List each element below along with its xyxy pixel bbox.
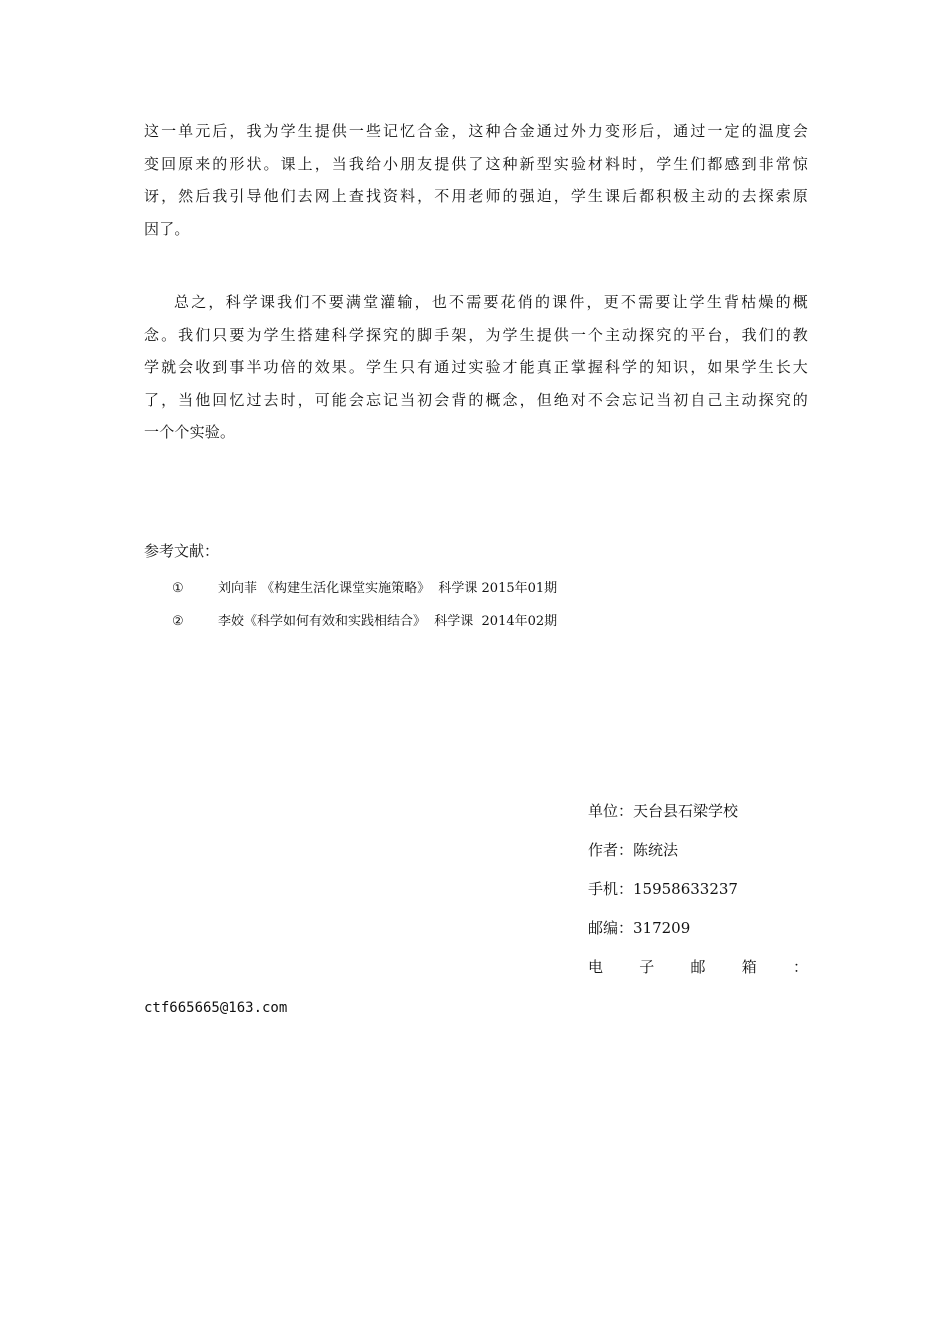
references-heading: 参考文献：	[144, 542, 220, 560]
paragraph-line: 总之，科学课我们不要满堂灌输，也不需要花俏的课件，更不需要让学生背枯燥的概	[174, 293, 808, 311]
paragraph-line: 变回原来的形状。课上，当我给小朋友提供了这种新型实验材料时，学生们都感到非常惊	[144, 154, 808, 173]
reference-item	[172, 577, 557, 596]
reference-marker: ①	[172, 581, 184, 596]
paragraph-line: 这一单元后，我为学生提供一些记忆合金，这种合金通过外力变形后，通过一定的温度会	[144, 122, 808, 140]
paragraph-line: 讶，然后我引导他们去网上查找资料，不用老师的强迫，学生课后都积极主动的去探索原	[144, 187, 808, 205]
reference-text: 刘向菲 《构建生活化课堂实施策略》 科学课 2015年01期	[218, 581, 558, 596]
email-label: 电子邮箱：	[588, 958, 808, 976]
author-name: 作者：陈统法	[588, 841, 679, 859]
author-zipcode: 邮编：317209	[588, 919, 691, 937]
author-unit: 单位：天台县石梁学校	[588, 802, 739, 820]
author-phone: 手机：15958633237	[588, 880, 738, 898]
body-paragraph-1	[144, 115, 808, 245]
reference-item	[172, 610, 557, 629]
reference-marker: ②	[172, 614, 184, 629]
paragraph-line: 了，当他回忆过去时，可能会忘记当初会背的概念，但绝对不会忘记当初自己主动探究的	[144, 390, 808, 409]
paragraph-line: 因了。	[144, 219, 190, 238]
body-paragraph-2	[144, 286, 808, 449]
paragraph-line: 学就会收到事半功倍的效果。学生只有通过实验才能真正掌握科学的知识，如果学生长大	[144, 358, 808, 376]
paragraph-line: 一个个实验。	[144, 423, 236, 441]
paragraph-line: 念。我们只要为学生搭建科学探究的脚手架，为学生提供一个主动探究的平台，我们的教	[144, 325, 808, 344]
reference-text: 李姣《科学如何有效和实践相结合》 科学课 2014年02期	[218, 614, 558, 629]
email-address: ctf665665@163.com	[144, 1000, 288, 1016]
